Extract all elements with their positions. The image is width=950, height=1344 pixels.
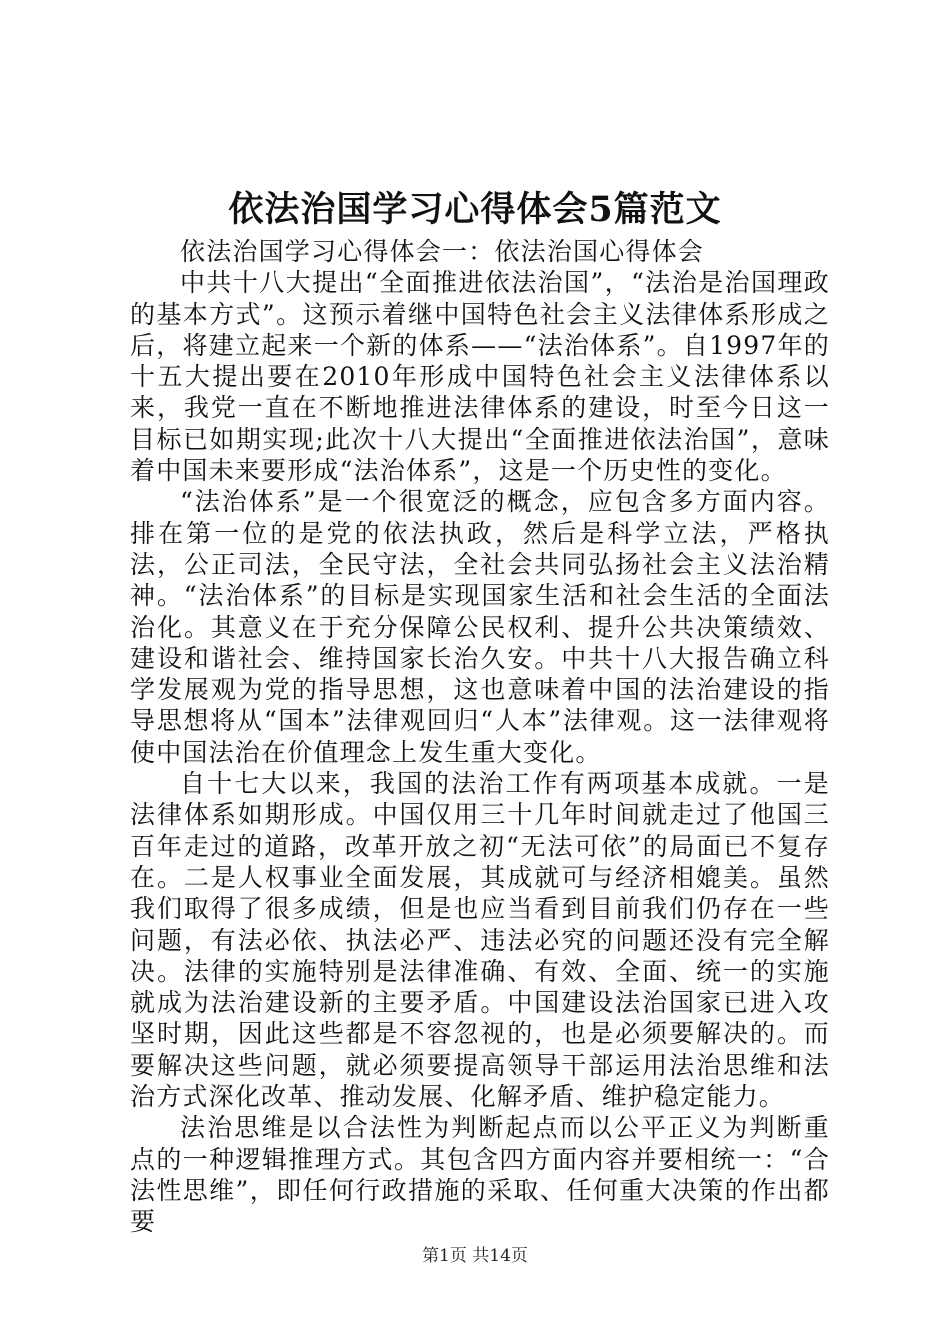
paragraph-1: 中共十八大提出“全面推进依法治国”，“法治是治国理政的基本方式”。这预示着继中国特色社会主义法律体系形成之后，将建立起来一个新的体系——“法治体系”。自1997年的十五大提出要在2010年形成中国特色社会主义法律体系以来，我党一直在不断地推进法律体系的建设，时至今日这一目标已如期实现;此次十八大提出“全面推进依法治国”，意味着中国未来要形成“法治体系”，这是一个历史性的变化。: [130, 268, 830, 486]
document-title: 依法治国学习心得体会5篇范文: [228, 189, 722, 230]
paragraph-4: 法治思维是以合法性为判断起点而以公平正义为判断重点的一种逻辑推理方式。其包含四方面内容并要相统一：“合法性思维”，即任何行政措施的采取、任何重大决策的作出都要: [130, 1113, 830, 1237]
section-subheading: 依法治国学习心得体会一：依法治国心得体会: [180, 237, 705, 266]
page-footer: 第1页 共14页: [422, 1246, 528, 1266]
paragraph-2: “法治体系”是一个很宽泛的概念，应包含多方面内容。排在第一位的是党的依法执政，然后是科学立法，严格执法，公正司法，全民守法，全社会共同弘扬社会主义法治精神。“法治体系”的目标是实现国家生活和社会生活的全面法治化。其意义在于充分保障公民权利、提升公共决策绩效、建设和谐社会、维持国家长治久安。中共十八大报告确立科学发展观为党的指导思想，这也意味着中国的法治建设的指导思想将从“国本”法律观回归“人本”法律观。这一法律观将使中国法治在价值理念上发生重大变化。: [130, 487, 830, 767]
document-body: [130, 236, 830, 1238]
paragraph-3: 自十七大以来，我国的法治工作有两项基本成就。一是法律体系如期形成。中国仅用三十几年时间就走过了他国三百年走过的道路，改革开放之初“无法可依”的局面已不复存在。二是人权事业全面发展，其成就可与经济相媲美。虽然我们取得了很多成绩，但是也应当看到目前我们仍存在一些问题，有法必依、执法必严、违法必究的问题还没有完全解决。法律的实施特别是法律准确、有效、全面、统一的实施就成为法治建设新的主要矛盾。中国建设法治国家已进入攻坚时期，因此这些都是不容忽视的，也是必须要解决的。而要解决这些问题，就必须要提高领导干部运用法治思维和法治方式深化改革、推动发展、化解矛盾、维护稳定能力。: [130, 769, 830, 1112]
